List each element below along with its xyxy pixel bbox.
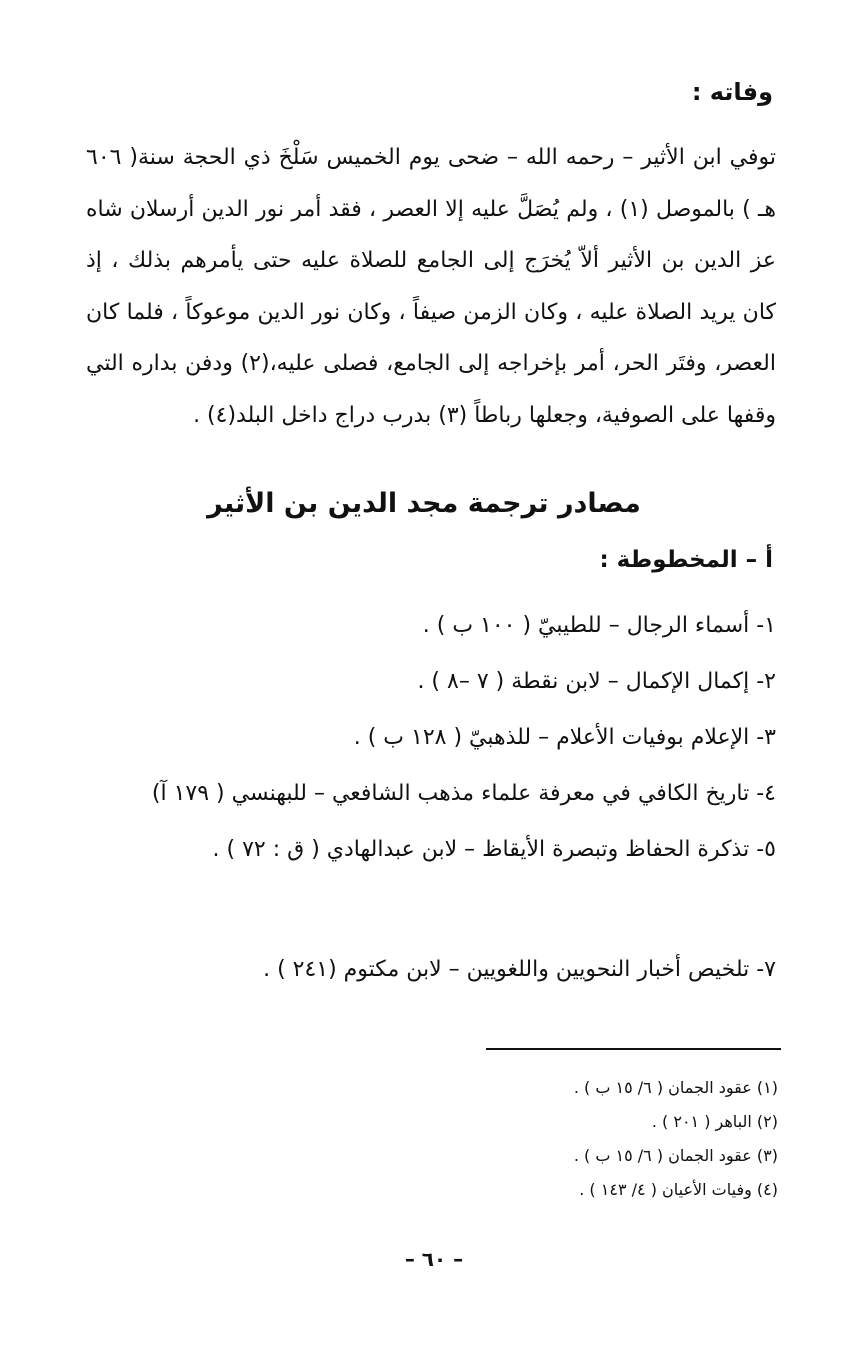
footnote-item: (١) عقود الجمان ( ٦/ ١٥ ب ) . (573, 1078, 778, 1097)
source-item: ٣- الإعلام بوفيات الأعلام – للذهبيّ ( ١٢٨ ب ) . (353, 725, 776, 750)
sources-list (76, 598, 776, 998)
footnotes-list (574, 1071, 778, 1207)
page-number: – ٦٠ – (404, 1247, 464, 1271)
source-item: ٤- تاريخ الكافي في معرفة علماء مذهب الشافعي – للبهنسي ( ١٧٩ آ) (151, 781, 776, 806)
manuscripts-subheading: أ – المخطوطة : (599, 547, 773, 573)
footnote-item: (٤) وفيات الأعيان ( ٤/ ١٤٣ ) . (579, 1180, 778, 1199)
source-item: ٥- تذكرة الحفاظ وتبصرة الأيقاظ – لابن عبدالهادي ( ق : ٧٢ ) . (212, 837, 776, 862)
footnote-divider (486, 1048, 781, 1050)
body-paragraph: توفي ابن الأثير – رحمه الله – ضحى يوم الخميس سَلْخَ ذي الحجة سنة( ٦٠٦ هـ ) بالموصل (١) ، ولم يُصَلَّ عليه إلا العصر ، فقد أمر نور الدين أرسلان شاه عز الدين بن الأثير ألاّ يُخرَج إلى الجامع للصلاة عليه حتى يأمرهم بذلك ، إذ كان يريد الصلاة عليه ، وكان الزمن صيفاً ، وكان نور الدين موعوكاً ، فلما كان العصر، وفتَر الحر، أمر بإخراجه إلى الجامع، فصلى عليه،(٢) ودفن بداره التي وقفها على الصوفية، وجعلها رباطاً (٣) بدرب دراج داخل البلد(٤) . (86, 145, 776, 428)
footnote-item: (٣) عقود الجمان ( ٦/ ١٥ ب ) . (573, 1146, 778, 1165)
sources-heading: مصادر ترجمة مجد الدين بن الأثير (207, 488, 641, 519)
source-item: ٢- إكمال الإكمال – لابن نقطة ( ٧ –٨ ) . (417, 669, 776, 694)
footnote-item: (٢) الباهر ( ٢٠١ ) . (651, 1112, 778, 1131)
source-item: ١- أسماء الرجال – للطيبيّ ( ١٠٠ ب ) . (422, 613, 776, 638)
section-title: وفاته : (691, 78, 773, 106)
source-item: ٧- تلخيص أخبار النحويين واللغويين – لابن مكتوم (٢٤١ ) . (263, 957, 776, 982)
